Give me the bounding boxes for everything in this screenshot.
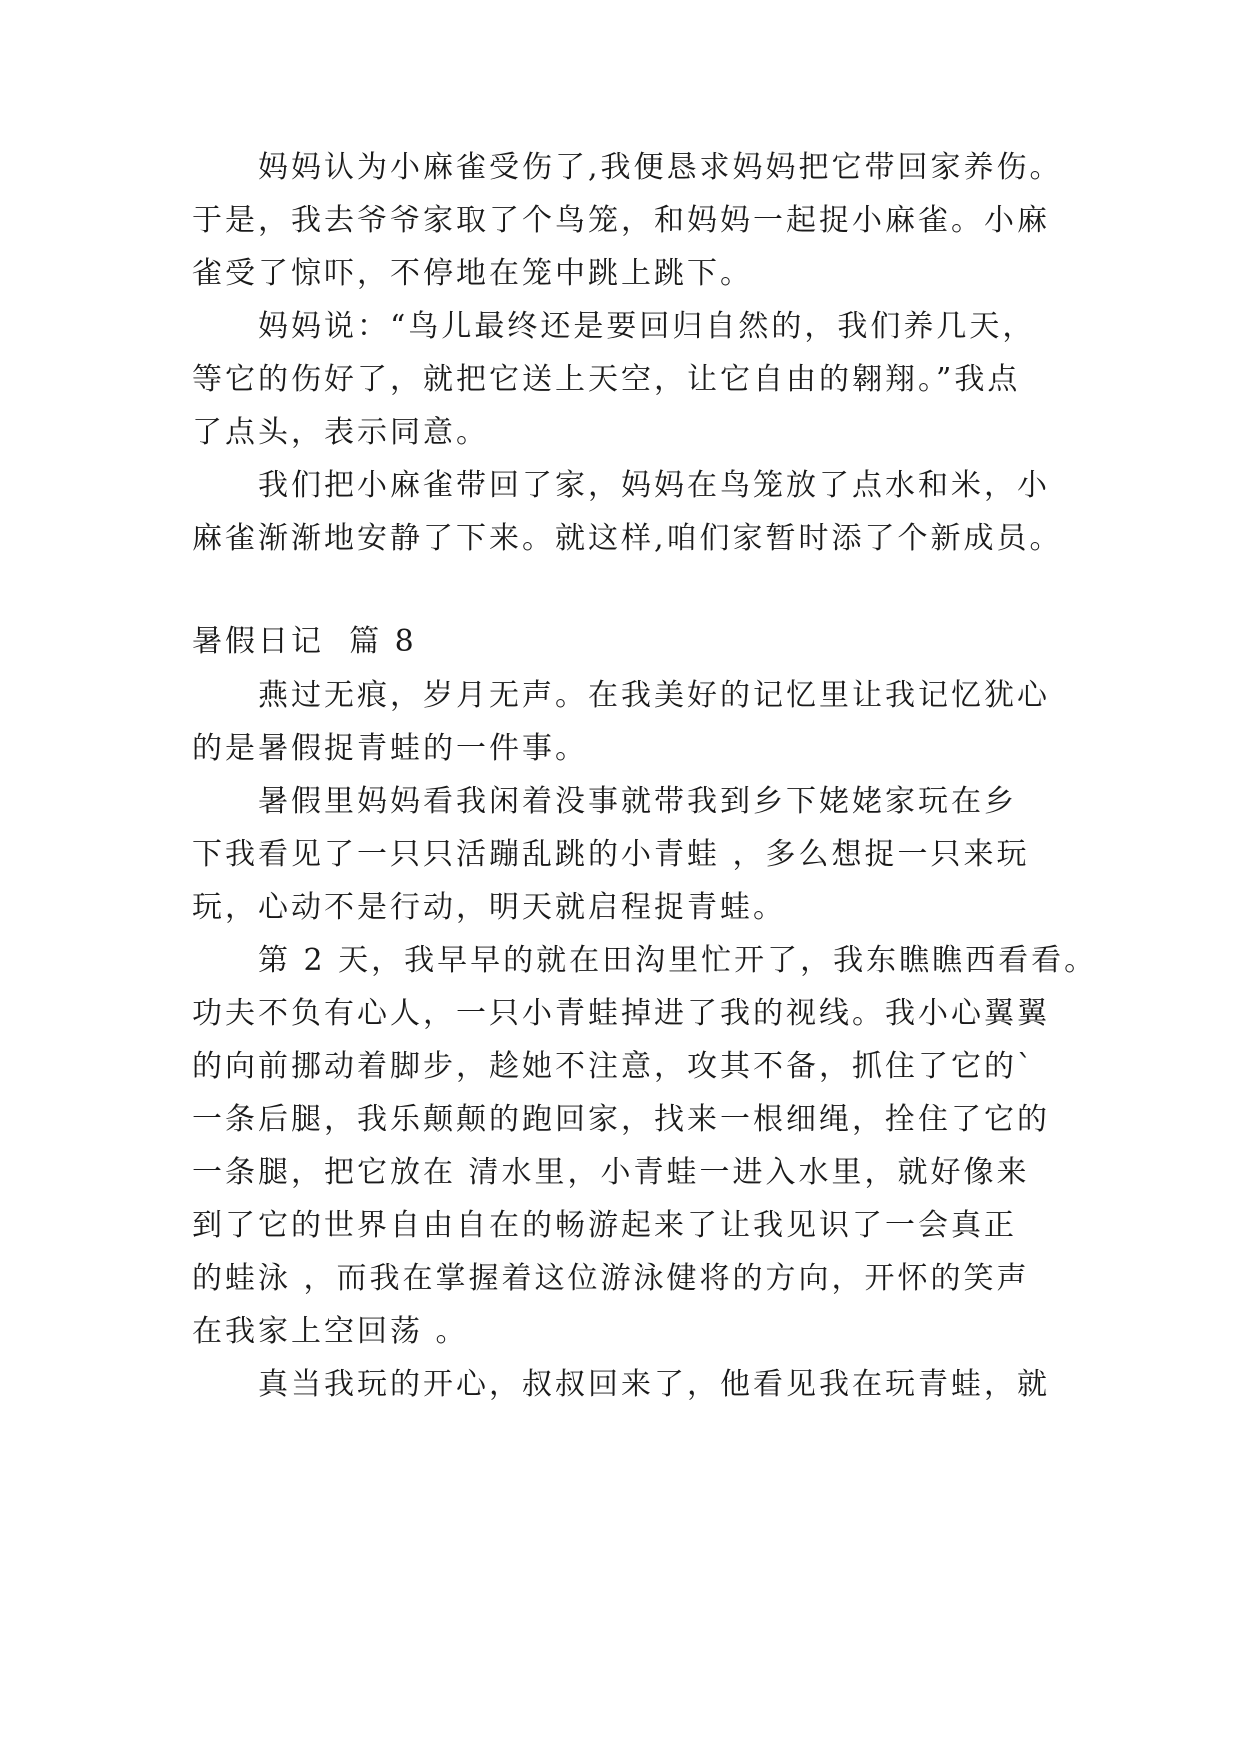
paragraph-line: 的向前挪动着脚步，趁她不注意，攻其不备，抓住了它的` — [192, 1049, 1035, 1084]
paragraph-line: 暑假里妈妈看我闲着没事就带我到乡下姥姥家玩在乡 — [258, 784, 1017, 819]
section-heading: 暑假日记 篇 8 — [192, 624, 417, 659]
paragraph-line: 我们把小麻雀带回了家，妈妈在鸟笼放了点水和米，小 — [258, 468, 1050, 503]
paragraph-line: 雀受了惊吓，不停地在笼中跳上跳下。 — [192, 256, 753, 291]
paragraph-line: 一条腿，把它放在 清水里，小青蛙一进入水里，就好像来 — [192, 1155, 1030, 1190]
paragraph-line: 功夫不负有心人，一只小青蛙掉进了我的视线。我小心翼翼 — [192, 996, 1050, 1031]
paragraph-line: 一条后腿，我乐颠颠的跑回家，找来一根细绳，拴住了它的 — [192, 1102, 1050, 1137]
paragraph-line: 妈妈说：“鸟儿最终还是要回归自然的，我们养几天， — [258, 309, 1036, 344]
paragraph-line: 在我家上空回荡 。 — [192, 1314, 469, 1349]
paragraph-line: 于是，我去爷爷家取了个鸟笼，和妈妈一起捉小麻雀。小麻 — [192, 203, 1050, 238]
paragraph-line: 了点头，表示同意。 — [192, 415, 489, 450]
paragraph-line: 麻雀渐渐地安静了下来。就这样,咱们家暂时添了个新成员。 — [192, 521, 1063, 556]
paragraph-line: 等它的伤好了，就把它送上天空，让它自由的翱翔。”我点 — [192, 362, 1021, 397]
paragraph-line: 下我看见了一只只活蹦乱跳的小青蛙 ，多么想捉一只来玩 — [192, 837, 1030, 872]
paragraph-line: 的蛙泳 ，而我在掌握着这位游泳健将的方向，开怀的笑声 — [192, 1261, 1030, 1296]
paragraph-line: 燕过无痕，岁月无声。在我美好的记忆里让我记忆犹心 — [258, 678, 1050, 713]
paragraph-line: 妈妈认为小麻雀受伤了,我便恳求妈妈把它带回家养伤。 — [258, 150, 1063, 185]
paragraph-line: 的是暑假捉青蛙的一件事。 — [192, 731, 588, 766]
paragraph-line: 第 2 天，我早早的就在田沟里忙开了，我东瞧瞧西看看。 — [258, 943, 1098, 978]
paragraph-line: 真当我玩的开心，叔叔回来了，他看见我在玩青蛙，就 — [258, 1367, 1050, 1402]
paragraph-line: 玩，心动不是行动，明天就启程捉青蛙。 — [192, 890, 786, 925]
paragraph-line: 到了它的世界自由自在的畅游起来了让我见识了一会真正 — [192, 1208, 1017, 1243]
